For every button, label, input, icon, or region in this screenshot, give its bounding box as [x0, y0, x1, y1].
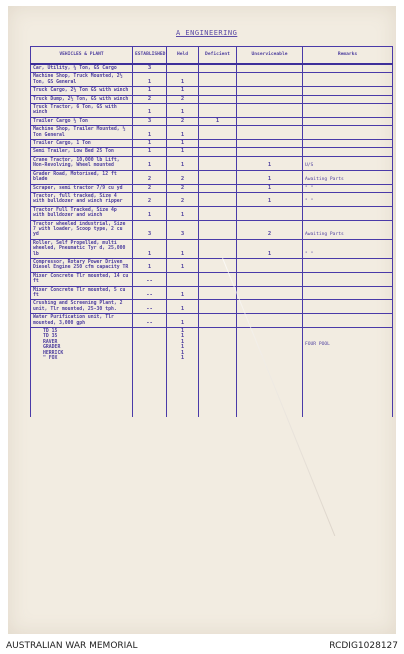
held-value: 1 — [167, 206, 199, 220]
unserviceable-value — [237, 140, 303, 148]
establishment-value: 2 — [133, 184, 167, 192]
establishment-value: 3 — [133, 64, 167, 73]
table-header-row — [31, 47, 393, 65]
summary-item: RAVER — [43, 339, 58, 345]
unserviceable-value — [237, 104, 303, 118]
remarks-value — [303, 117, 393, 125]
summary-item: HERRICK — [43, 350, 64, 356]
table-row — [31, 258, 393, 272]
summary-items — [31, 328, 133, 418]
item-name: Crushing and Screening Plant, 2 unit, Tlr mounted, 25-30 tph. — [31, 300, 133, 314]
item-name: Tractor wheeled industrial, Size 7 with loader, Scoop type, 2 cu yd — [31, 220, 133, 239]
summary-row — [31, 328, 393, 418]
summary-item: TD 15 — [43, 329, 58, 335]
held-value: 2 — [167, 170, 199, 184]
unserviceable-value — [237, 272, 303, 286]
establishment-value: 2 — [133, 192, 167, 206]
table-row — [31, 148, 393, 156]
unserviceable-value — [237, 286, 303, 300]
summary-held-value: 1 — [180, 338, 185, 345]
item-name: Water Purification unit, Tlr mounted, 3,000 gph — [31, 314, 133, 328]
establishment-value: -- — [133, 300, 167, 314]
held-value: 1 — [167, 87, 199, 95]
footer-institution: AUSTRALIAN WAR MEMORIAL — [6, 641, 138, 651]
unserviceable-value: 1 — [237, 156, 303, 170]
table-row — [31, 184, 393, 192]
remarks-value: Awaiting Parts — [303, 170, 393, 184]
item-name: Machine Shop, Truck Mounted, 2½ Ton, GS General — [31, 73, 133, 87]
deficient-value — [199, 95, 237, 103]
remarks-value — [303, 206, 393, 220]
deficient-value — [199, 286, 237, 300]
summary-deficient — [199, 328, 237, 418]
unserviceable-value: 1 — [237, 192, 303, 206]
deficient-value — [199, 314, 237, 328]
equipment-table — [30, 46, 393, 417]
table-row — [31, 286, 393, 300]
held-value: 1 — [167, 104, 199, 118]
deficient-value — [199, 87, 237, 95]
held-value: 2 — [167, 192, 199, 206]
deficient-value — [199, 192, 237, 206]
deficient-value — [199, 258, 237, 272]
item-name: Trailer Cargo ½ Ton — [31, 117, 133, 125]
unserviceable-value — [237, 206, 303, 220]
deficient-value: 1 — [199, 117, 237, 125]
held-value — [167, 64, 199, 73]
unserviceable-value — [237, 126, 303, 140]
remarks-value — [303, 140, 393, 148]
item-name: Truck Tractor, 6 Ton, GS with winch — [31, 104, 133, 118]
deficient-value — [199, 300, 237, 314]
establishment-value: 1 — [133, 156, 167, 170]
summary-held — [167, 328, 199, 418]
header-establishment: ESTABLISHED — [133, 47, 167, 65]
held-value: 1 — [167, 258, 199, 272]
establishment-value: 1 — [133, 258, 167, 272]
unserviceable-value — [237, 64, 303, 73]
remarks-value — [303, 272, 393, 286]
table-row — [31, 314, 393, 328]
remarks-value: " " — [303, 184, 393, 192]
establishment-value: 2 — [133, 95, 167, 103]
table-row — [31, 95, 393, 103]
held-value: 1 — [167, 148, 199, 156]
unserviceable-value: 1 — [237, 184, 303, 192]
summary-establishment — [133, 328, 167, 418]
deficient-value — [199, 64, 237, 73]
table-row — [31, 104, 393, 118]
table-row — [31, 239, 393, 258]
table-row — [31, 300, 393, 314]
remarks-value — [303, 104, 393, 118]
summary-item: " FOX — [43, 356, 58, 362]
unserviceable-value — [237, 117, 303, 125]
establishment-value: 1 — [133, 104, 167, 118]
held-value: 2 — [167, 117, 199, 125]
table-row — [31, 272, 393, 286]
archive-footer — [0, 638, 404, 654]
remarks-value: " " — [303, 192, 393, 206]
table-row — [31, 117, 393, 125]
held-value — [167, 272, 199, 286]
remarks-value — [303, 148, 393, 156]
remarks-value — [303, 87, 393, 95]
header-remarks: Remarks — [303, 47, 393, 65]
remarks-value: Awaiting Parts — [303, 220, 393, 239]
item-name: Machine Shop, Trailer Mounted, ½ Ton General — [31, 126, 133, 140]
remarks-value: U/S — [303, 156, 393, 170]
summary-remarks-text: FOUR POOL — [305, 342, 330, 348]
deficient-value — [199, 148, 237, 156]
table-row — [31, 64, 393, 73]
summary-item: GRADER — [43, 345, 61, 351]
item-name: Grader Road, Motorised, 12 ft blade — [31, 170, 133, 184]
summary-remarks — [303, 328, 393, 418]
establishment-value: 1 — [133, 73, 167, 87]
deficient-value — [199, 184, 237, 192]
establishment-value: -- — [133, 286, 167, 300]
held-value: 3 — [167, 220, 199, 239]
held-value: 2 — [167, 184, 199, 192]
item-name: Mixer Concrete Tlr mounted, 14 cu ft — [31, 272, 133, 286]
establishment-value: 1 — [133, 239, 167, 258]
item-name: Scraper, semi tractor 7/9 cu yd — [31, 184, 133, 192]
deficient-value — [199, 73, 237, 87]
held-value: 1 — [167, 73, 199, 87]
summary-held-value: 1 — [180, 355, 185, 362]
item-name: Compressor, Rotary Power Driven Diesel Engine 250 cfm capacity TR — [31, 258, 133, 272]
unserviceable-value — [237, 258, 303, 272]
header-unserviceable: Unserviceable — [237, 47, 303, 65]
item-name: Semi Trailer, Low Bed 25 Ton — [31, 148, 133, 156]
remarks-value — [303, 95, 393, 103]
header-deficient: Deficient — [199, 47, 237, 65]
establishment-value: 2 — [133, 170, 167, 184]
header-item: VEHICLES & PLANT — [31, 47, 133, 65]
held-value: 1 — [167, 156, 199, 170]
establishment-value: 1 — [133, 206, 167, 220]
unserviceable-value — [237, 95, 303, 103]
establishment-value: 1 — [133, 126, 167, 140]
remarks-value — [303, 300, 393, 314]
table-row — [31, 140, 393, 148]
deficient-value — [199, 170, 237, 184]
item-name: Truck Cargo, 2½ Ton GS with winch — [31, 87, 133, 95]
unserviceable-value: 1 — [237, 239, 303, 258]
summary-held-value: 1 — [180, 349, 185, 356]
item-name: Car, Utility, ¼ Ton, GS Cargo — [31, 64, 133, 73]
establishment-value: 1 — [133, 148, 167, 156]
remarks-value — [303, 64, 393, 73]
footer-reference: RCDIG1028127 — [329, 641, 398, 651]
item-name: Truck Dump, 2½ Ton, GS with winch — [31, 95, 133, 103]
establishment-value: 3 — [133, 220, 167, 239]
table-row — [31, 170, 393, 184]
table-row — [31, 126, 393, 140]
held-value: 1 — [167, 140, 199, 148]
establishment-value: 1 — [133, 87, 167, 95]
item-name: Tractor Full Tracked, Size 4p with bulldozer and winch — [31, 206, 133, 220]
establishment-value: 1 — [133, 140, 167, 148]
item-name: Tractor, full tracked, Size 4 with bulldozer and winch ripper — [31, 192, 133, 206]
remarks-value — [303, 258, 393, 272]
deficient-value — [199, 126, 237, 140]
header-held: Held — [167, 47, 199, 65]
unserviceable-value — [237, 148, 303, 156]
table-row — [31, 220, 393, 239]
unserviceable-value — [237, 300, 303, 314]
summary-held-value: 1 — [180, 328, 185, 335]
remarks-value — [303, 126, 393, 140]
establishment-value: -- — [133, 272, 167, 286]
table-row — [31, 206, 393, 220]
held-value: 2 — [167, 95, 199, 103]
held-value: 1 — [167, 126, 199, 140]
unserviceable-value — [237, 73, 303, 87]
document-title: A ENGINEERING — [176, 29, 238, 37]
item-name: Trailer Cargo, 1 Ton — [31, 140, 133, 148]
unserviceable-value: 1 — [237, 170, 303, 184]
deficient-value — [199, 239, 237, 258]
item-name: Roller, Self Propelled, multi wheeled, Pneumatic Tyr d, 25,000 lb — [31, 239, 133, 258]
deficient-value — [199, 140, 237, 148]
unserviceable-value — [237, 87, 303, 95]
remarks-value — [303, 286, 393, 300]
establishment-value: 3 — [133, 117, 167, 125]
deficient-value — [199, 220, 237, 239]
table-row — [31, 156, 393, 170]
summary-held-value: 1 — [180, 344, 185, 351]
table-row — [31, 87, 393, 95]
item-name: Mixer Concrete Tlr mounted, 5 cu ft — [31, 286, 133, 300]
held-value: 1 — [167, 314, 199, 328]
table-row — [31, 192, 393, 206]
deficient-value — [199, 206, 237, 220]
held-value: 1 — [167, 286, 199, 300]
establishment-value: -- — [133, 314, 167, 328]
held-value: 1 — [167, 239, 199, 258]
remarks-value: " " — [303, 239, 393, 258]
summary-held-value: 1 — [180, 333, 185, 340]
deficient-value — [199, 156, 237, 170]
held-value: 1 — [167, 300, 199, 314]
deficient-value — [199, 104, 237, 118]
summary-item: TD 35 — [43, 334, 58, 340]
remarks-value — [303, 73, 393, 87]
unserviceable-value: 2 — [237, 220, 303, 239]
table-row — [31, 73, 393, 87]
remarks-value — [303, 314, 393, 328]
item-name: Crane Tractor, 10,000 lb Lift, Non-Revolving, Wheel mounted — [31, 156, 133, 170]
